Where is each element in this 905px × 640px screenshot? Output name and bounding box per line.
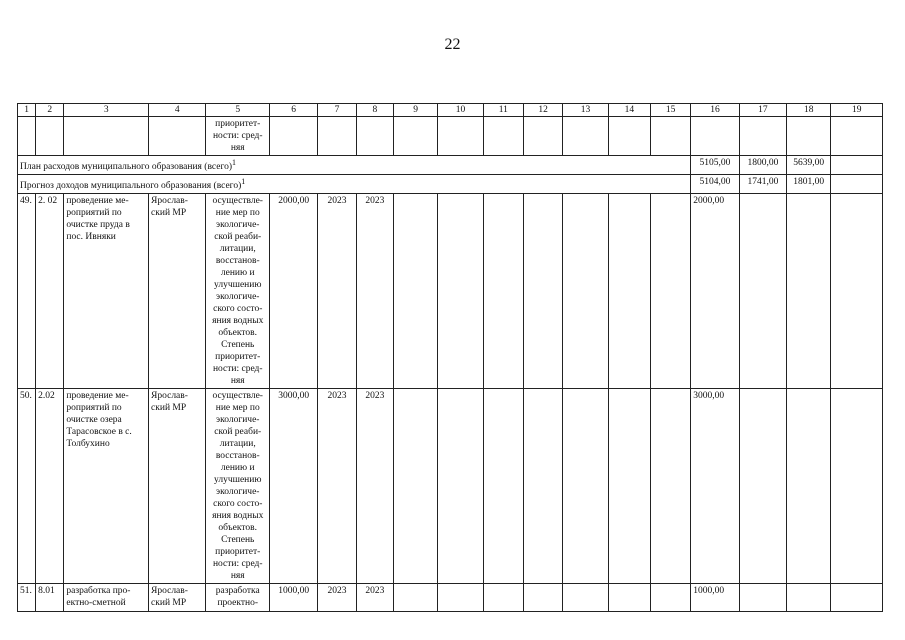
row-direction: разработка проектно- [206,584,270,612]
header-cell: 14 [608,104,650,117]
row-direction: осуществле-ние мер по экологиче-ской реаби-литации, восстанов-лению и улучшению экологиче-ского состо-яния водных объектов. Степень приоритет-ности: сред-няя [206,389,270,584]
row-number: 51. [18,584,36,612]
row-direction: осуществле-ние мер по экологиче-ской реаби-литации, восстанов-лению и улучшению экологиче-ского состо-яния водных объектов. Степень приоритет-ности: сред-няя [206,194,270,389]
row-value-16: 1000,00 [691,584,739,612]
row-executor: Ярослав-ский МР [149,584,206,612]
header-cell: 15 [650,104,690,117]
header-cell: 1 [18,104,36,117]
header-cell: 7 [318,104,356,117]
forecast-footnote: 1 [241,177,246,187]
header-cell: 4 [149,104,206,117]
plan-row [18,156,883,175]
row-start-year: 2023 [318,389,356,584]
header-cell: 17 [739,104,786,117]
row-code: 2. 02 [36,194,64,389]
continuation-row [18,117,883,156]
header-cell: 8 [356,104,393,117]
row-amount: 1000,00 [269,584,317,612]
row-executor: Ярослав-ский МР [149,389,206,584]
table-row [18,389,883,584]
row-amount: 3000,00 [269,389,317,584]
row-code: 8.01 [36,584,64,612]
header-cell: 9 [393,104,437,117]
header-cell: 13 [563,104,608,117]
forecast-label: Прогноз доходов муниципального образования (всего) [20,181,242,192]
header-cell: 18 [787,104,831,117]
forecast-value-17: 1741,00 [739,175,786,194]
row-amount: 2000,00 [269,194,317,389]
forecast-row [18,175,883,194]
expenditure-table [17,103,883,612]
row-number: 50. [18,389,36,584]
header-cell: 6 [269,104,317,117]
header-cell: 16 [691,104,739,117]
row-value-16: 3000,00 [691,389,739,584]
header-cell: 12 [523,104,562,117]
header-cell: 3 [64,104,149,117]
row-name: проведение ме-роприятий по очистке озера Тарасовское в с. Толбухино [64,389,149,584]
header-cell: 2 [36,104,64,117]
row-start-year: 2023 [318,584,356,612]
row-number: 49. [18,194,36,389]
header-cell: 10 [438,104,483,117]
header-cell: 5 [206,104,270,117]
column-number-row [18,104,883,117]
plan-value-18: 5639,00 [787,156,831,175]
forecast-value-18: 1801,00 [787,175,831,194]
page-number: 22 [444,36,461,53]
direction-cell: приоритет-ности: сред-няя [206,117,270,156]
plan-label: План расходов муниципального образования (всего) [20,162,233,173]
plan-value-17: 1800,00 [739,156,786,175]
table-row [18,194,883,389]
table-row [18,584,883,612]
header-cell: 11 [483,104,523,117]
row-name: проведение ме-роприятий по очистке пруда в пос. Ивняки [64,194,149,389]
plan-value-16: 5105,00 [691,156,739,175]
row-value-16: 2000,00 [691,194,739,389]
row-code: 2.02 [36,389,64,584]
plan-footnote: 1 [232,158,236,167]
forecast-value-16: 5104,00 [691,175,739,194]
row-end-year: 2023 [356,584,393,612]
row-name: разработка про-ектно-сметной [64,584,149,612]
row-executor: Ярослав-ский МР [149,194,206,389]
row-end-year: 2023 [356,194,393,389]
row-end-year: 2023 [356,389,393,584]
header-cell: 19 [831,104,883,117]
row-start-year: 2023 [318,194,356,389]
